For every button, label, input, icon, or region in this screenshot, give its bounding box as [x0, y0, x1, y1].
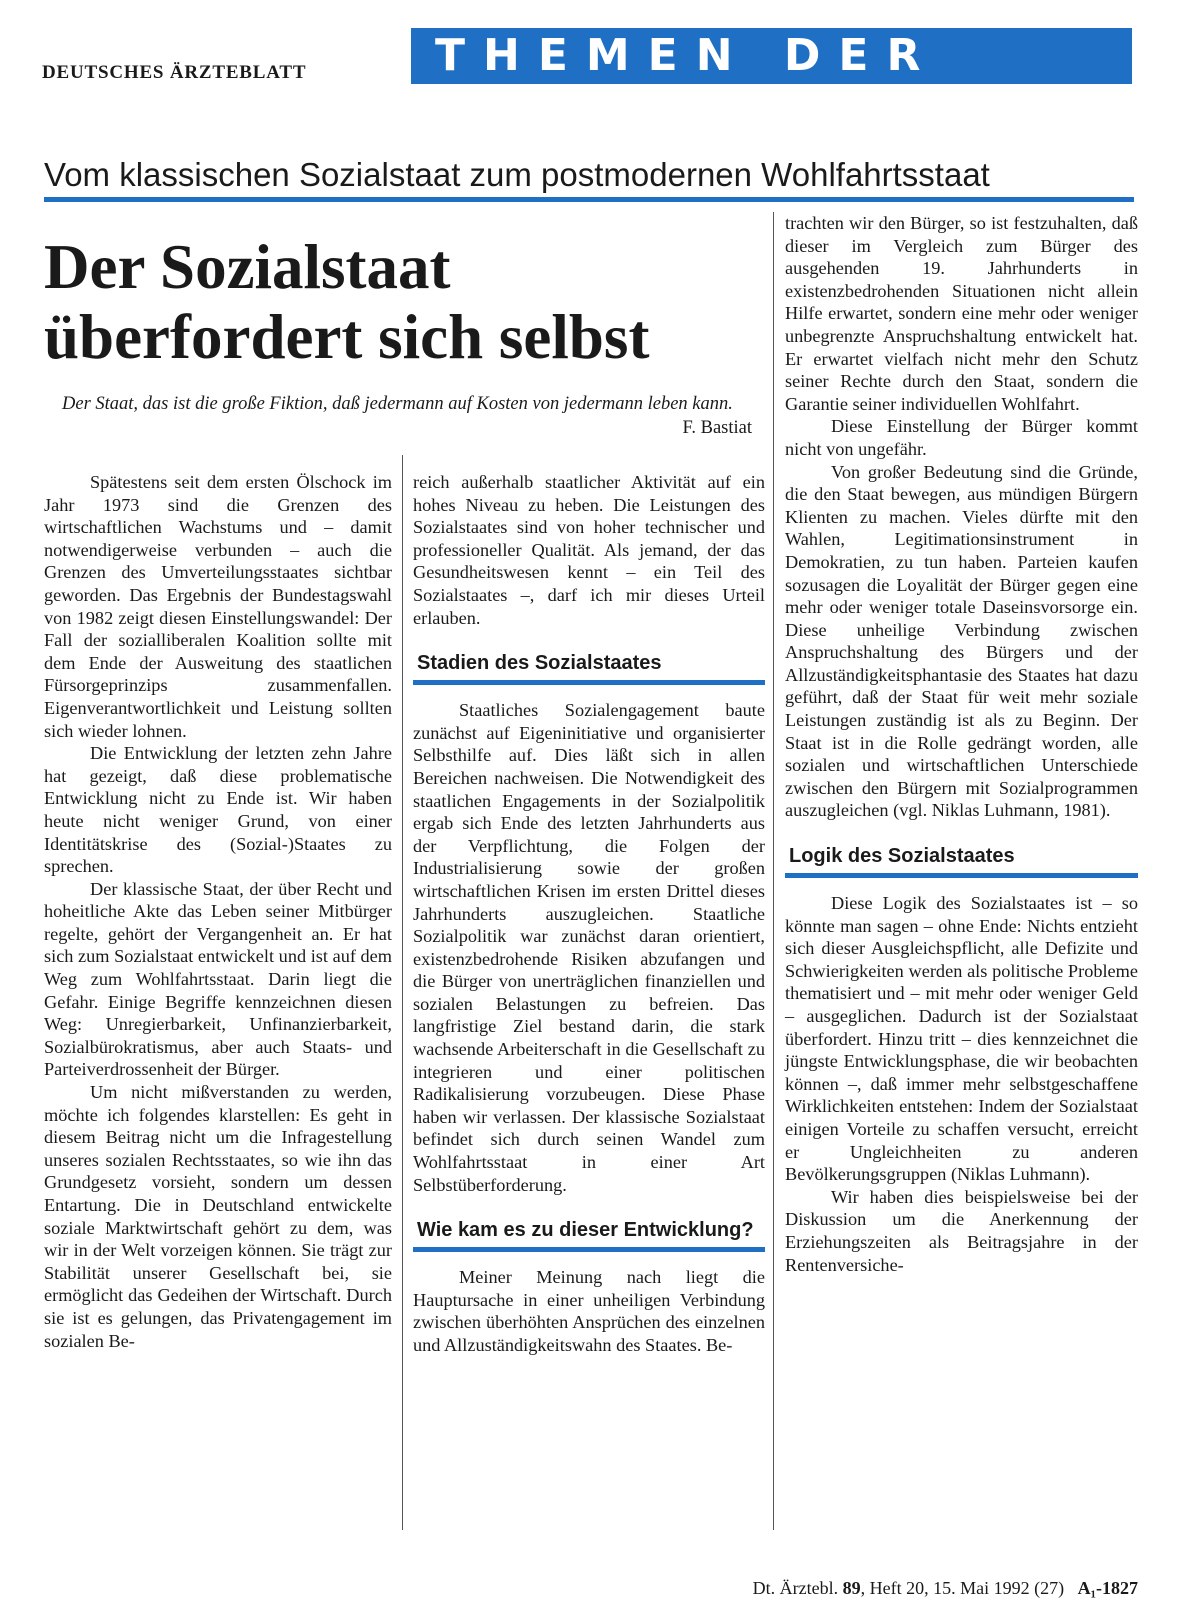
volume-number: 89 [842, 1578, 861, 1598]
body-column-2 [413, 471, 765, 1357]
page-number: A₁-1827 [1077, 1578, 1138, 1598]
subheading: Stadien des Sozialstaates [413, 651, 765, 685]
subheading: Logik des Sozialstaates [785, 844, 1138, 878]
headline-line-1: Der Sozialstaat [44, 232, 451, 302]
paragraph: Um nicht mißverstanden zu werden, möchte ich folgendes klarstellen: Es geht in diesem Beitrag nicht um die Infragestellung unseres sozialen Rechtsstaates, so wie ihn das Grundgesetz vorsieht, sondern um dessen Entartung. Die in Deutschland entwickelte soziale Marktwirtschaft gehört zu dem, was wir in der Welt vorzeigen können. Sie trägt zur Stabilität unserer Gesellschaft bei, sie ermöglicht das Gedeihen der Wirtschaft. Durch sie ist es gelungen, das Privatengagement im sozialen Be- [44, 1082, 392, 1351]
headline-line-2: überfordert sich selbst [44, 302, 650, 372]
paragraph: Wir haben dies beispielsweise bei der Diskussion um die Anerkennung der Erziehungszeiten als Beitragsjahre in der Rentenversiche- [785, 1186, 1138, 1275]
body-column-1 [44, 471, 392, 1352]
paragraph: Diese Einstellung der Bürger kommt nicht von ungefähr. [785, 416, 1138, 459]
motto-author: F. Bastiat [682, 418, 752, 438]
body-column-3 [785, 212, 1138, 1276]
paragraph: Der klassische Staat, der über Recht und hoheitliche Akte das Leben seiner Mitbürger regelte, gehört der Vergangenheit an. Er hat sich zum Sozialstaat entwickelt und ist auf dem Weg zum Wohlfahrtsstaat. Darin liegt die Gefahr. Einige Begriffe kennzeichnen diesen Weg: Unregierbarkeit, Unfinanzierbarkeit, Sozialbürokratismus, aber auch Staats- und Parteiverdrossenheit der Bürger. [44, 878, 392, 1080]
journal-abbrev: Dt. Ärztebl. [752, 1578, 839, 1598]
paragraph: reich außerhalb staatlicher Aktivität auf ein hohes Niveau zu heben. Die Leistungen des Sozialstaates sind von hoher technischer und professioneller Qualität. Als jemand, der das Gesundheitswesen kennt – ein Teil des Sozialstaates –, darf ich mir dieses Urteil erlauben. [413, 472, 765, 628]
paragraph: Die Entwicklung der letzten zehn Jahre hat gezeigt, daß diese problematische Entwicklung nicht zu Ende ist. Wir haben heute nicht weniger Grund, von einer Identitätskrise des (Sozial-)Staates zu sprechen. [44, 743, 392, 877]
paragraph: trachten wir den Bürger, so ist festzuhalten, daß dieser im Vergleich zum Bürger des ausgehenden 19. Jahrhunderts in existenzbedrohenden Situationen nicht allein Hilfe erwartet, sondern eine mehr oder weniger unbegrenzte Anspruchshaltung entwickelt hat. Er erwartet vielfach nicht mehr den Schutz seiner Rechte durch den Staat, sondern die Garantie seiner individuellen Wohlfahrt. [785, 213, 1138, 414]
subheading: Wie kam es zu dieser Entwicklung? [413, 1218, 765, 1252]
motto-text: Der Staat, das ist die große Fiktion, daß jedermann auf Kosten von jedermann leben kann. [62, 394, 733, 414]
column-divider [402, 455, 403, 1530]
kicker-line: Vom klassischen Sozialstaat zum postmodernen Wohlfahrtsstaat [44, 156, 1134, 202]
motto-quote [62, 392, 752, 438]
masthead: DEUTSCHES ÄRZTEBLATT [42, 62, 307, 83]
issue-date: , Heft 20, 15. Mai 1992 (27) [860, 1578, 1065, 1598]
column-divider [773, 212, 774, 1530]
headline [44, 232, 764, 372]
paragraph: Meiner Meinung nach liegt die Hauptursache in einer unheiligen Verbindung zwischen überhöhten Ansprüchen des einzelnen und Allzuständigkeitswahn des Staates. Be- [413, 1267, 765, 1355]
page-footer [753, 1578, 1138, 1599]
section-banner: THEMEN DER ZEIT [411, 28, 1132, 84]
paragraph: Staatliches Sozialengagement baute zunächst auf Eigeninitiative und organisierter Selbsthilfe auf. Dies läßt sich in allen Bereichen nachweisen. Die Notwendigkeit des staatlichen Engagements in der Sozialpolitik ergab sich Ende des letzten Jahrhunderts aus der Verpflichtung, die Folgen der Industrialisierung sowie der großen wirtschaftlichen Krisen im ersten Drittel dieses Jahrhunderts auszugleichen. Staatliche Sozialpolitik war zunächst daran orientiert, existenzbedrohende Risiken abzufangen und die Bürger von unerträglichen finanziellen und sozialen Belastungen zu befreien. Das langfristige Ziel bestand darin, die stark wachsende Arbeiterschaft in die Gesellschaft zu integrieren und einer politischen Radikalisierung vorzubeugen. Diese Phase haben wir verlassen. Der klassische Sozialstaat befindet sich durch seinen Wandel zum Wohlfahrtsstaat in einer Art Selbstüberforderung. [413, 700, 765, 1195]
paragraph: Spätestens seit dem ersten Ölschock im Jahr 1973 sind die Grenzen des wirtschaftlichen Wachstums und – damit notwendigerweise verbunden – auch die Grenzen des Umverteilungsstaates sichtbar geworden. Das Ergebnis der Bundestagswahl von 1982 zeigt diesen Einstellungswandel: Der Fall der sozialliberalen Koalition sollte mit dem Ende der Ausweitung des staatlichen Fürsorgeprinzips zusammenfallen. Eigenverantwortlichkeit und Leistung sollten sich wieder lohnen. [44, 472, 392, 741]
paragraph: Diese Logik des Sozialstaates ist – so könnte man sagen – ohne Ende: Nichts entzieht sich dieser Ausgleichspflicht, alle Defizite und Schwierigkeiten werden als politische Probleme thematisiert und – mit mehr oder weniger Geld – ausgeglichen. Dadurch ist der Sozialstaat überfordert. Hinzu tritt – dies kennzeichnet die jüngste Entwicklungsphase, die wir beobachten können –, daß immer mehr selbstgeschaffene Wirklichkeiten entstehen: Indem der Sozialstaat einigen Vorteile zu schaffen versucht, erreicht er Ungleichheiten zu anderen Bevölkerungsgruppen (Niklas Luhmann). [785, 893, 1138, 1185]
paragraph: Von großer Bedeutung sind die Gründe, die den Staat bewegen, aus mündigen Bürgern Klienten zu machen. Vieles dürfte mit den Wahlen, Legitimationsinstrument in Demokratien, zu tun haben. Parteien kaufen sozusagen die Loyalität der Bürger gegen eine mehr oder weniger totale Daseinsvorsorge ein. Diese unheilige Verbindung zwischen Anspruchshaltung des Bürgers und der Allzuständigkeitsphantasie des Staates hat dazu geführt, daß der Staat für weit mehr soziale Leistungen zuständig ist als zu Beginn. Der Staat ist in die Rolle gedrängt worden, alle sozialen und wirtschaftlichen Unterschiede zwischen den Bürgern mit Sozialprogrammen auszugleichen (vgl. Niklas Luhmann, 1981). [785, 461, 1138, 821]
